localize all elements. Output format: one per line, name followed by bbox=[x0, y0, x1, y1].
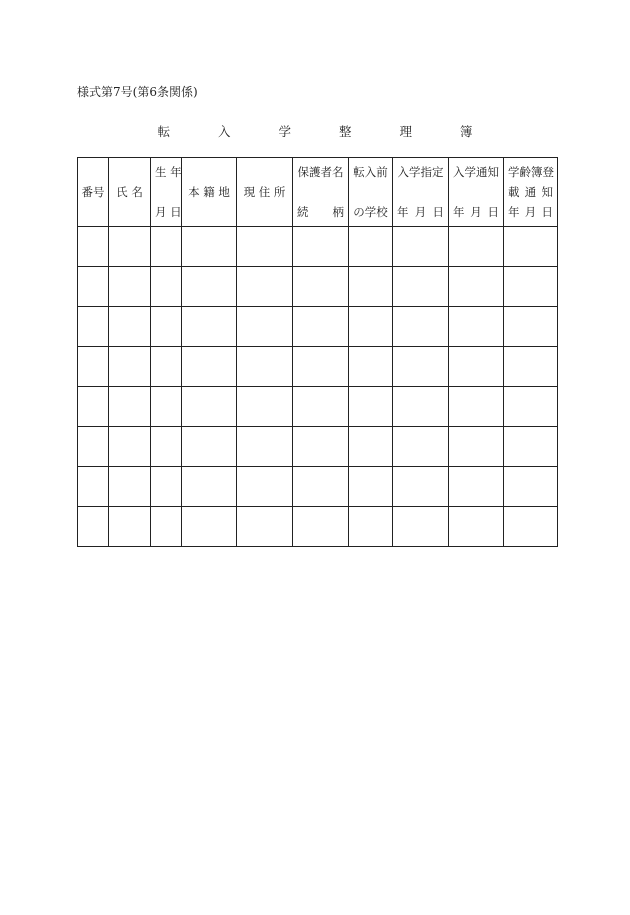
table-cell[interactable] bbox=[237, 387, 293, 427]
table-cell[interactable] bbox=[78, 507, 109, 547]
table-cell[interactable] bbox=[293, 427, 349, 467]
table-cell[interactable] bbox=[151, 307, 182, 347]
table-cell[interactable] bbox=[78, 347, 109, 387]
table-cell[interactable] bbox=[449, 427, 504, 467]
table-cell[interactable] bbox=[151, 427, 182, 467]
header-previous-school: 転入前 の学校 bbox=[349, 158, 393, 227]
table-row bbox=[78, 347, 558, 387]
table-cell[interactable] bbox=[78, 387, 109, 427]
table-row bbox=[78, 227, 558, 267]
table-cell[interactable] bbox=[393, 227, 449, 267]
table-cell[interactable] bbox=[237, 467, 293, 507]
table-cell[interactable] bbox=[349, 507, 393, 547]
transfer-register-table bbox=[77, 157, 558, 547]
table-cell[interactable] bbox=[78, 227, 109, 267]
table-cell[interactable] bbox=[293, 467, 349, 507]
table-cell[interactable] bbox=[393, 427, 449, 467]
table-cell[interactable] bbox=[449, 347, 504, 387]
table-cell[interactable] bbox=[182, 307, 237, 347]
table-cell[interactable] bbox=[349, 467, 393, 507]
table-cell[interactable] bbox=[449, 387, 504, 427]
table-cell[interactable] bbox=[151, 347, 182, 387]
table-cell[interactable] bbox=[393, 347, 449, 387]
header-school-age-register: 学齢簿登 載 通 知 年 月 日 bbox=[504, 158, 558, 227]
table-cell[interactable] bbox=[449, 267, 504, 307]
table-row bbox=[78, 427, 558, 467]
table-row bbox=[78, 387, 558, 427]
table-cell[interactable] bbox=[393, 387, 449, 427]
table-cell[interactable] bbox=[109, 267, 151, 307]
table-cell[interactable] bbox=[151, 387, 182, 427]
table-cell[interactable] bbox=[151, 227, 182, 267]
header-current-address: 現 住 所 bbox=[237, 158, 293, 227]
table-cell[interactable] bbox=[349, 387, 393, 427]
header-admission-designation: 入学指定 年 月 日 bbox=[393, 158, 449, 227]
table-cell[interactable] bbox=[237, 267, 293, 307]
table-cell[interactable] bbox=[109, 347, 151, 387]
table-cell[interactable] bbox=[504, 427, 558, 467]
table-cell[interactable] bbox=[349, 427, 393, 467]
table-cell[interactable] bbox=[109, 427, 151, 467]
table-cell[interactable] bbox=[293, 347, 349, 387]
document-title: 転 入 学 整 理 簿 bbox=[157, 124, 495, 139]
table-cell[interactable] bbox=[293, 387, 349, 427]
table-cell[interactable] bbox=[449, 467, 504, 507]
table-cell[interactable] bbox=[237, 227, 293, 267]
table-cell[interactable] bbox=[504, 347, 558, 387]
table-cell[interactable] bbox=[109, 467, 151, 507]
table-row bbox=[78, 267, 558, 307]
header-admission-notice: 入学通知 年 月 日 bbox=[449, 158, 504, 227]
table-cell[interactable] bbox=[393, 307, 449, 347]
table-cell[interactable] bbox=[237, 307, 293, 347]
header-name: 氏 名 bbox=[109, 158, 151, 227]
table-cell[interactable] bbox=[504, 467, 558, 507]
table-cell[interactable] bbox=[393, 467, 449, 507]
table-cell[interactable] bbox=[293, 267, 349, 307]
header-row bbox=[78, 158, 558, 227]
table-cell[interactable] bbox=[182, 227, 237, 267]
table-cell[interactable] bbox=[109, 387, 151, 427]
table-cell[interactable] bbox=[109, 227, 151, 267]
table-cell[interactable] bbox=[449, 307, 504, 347]
table-cell[interactable] bbox=[293, 307, 349, 347]
table-cell[interactable] bbox=[151, 467, 182, 507]
table-row bbox=[78, 467, 558, 507]
table-cell[interactable] bbox=[504, 507, 558, 547]
register-body bbox=[78, 227, 558, 547]
table-cell[interactable] bbox=[504, 227, 558, 267]
header-guardian: 保護者名 続 柄 bbox=[293, 158, 349, 227]
table-cell[interactable] bbox=[504, 267, 558, 307]
table-cell[interactable] bbox=[349, 307, 393, 347]
table-cell[interactable] bbox=[182, 347, 237, 387]
table-row bbox=[78, 307, 558, 347]
table-cell[interactable] bbox=[449, 507, 504, 547]
header-birth-date: 生 年 月 日 bbox=[151, 158, 182, 227]
header-number: 番号 bbox=[78, 158, 109, 227]
table-cell[interactable] bbox=[449, 227, 504, 267]
table-cell[interactable] bbox=[78, 467, 109, 507]
table-cell[interactable] bbox=[293, 507, 349, 547]
table-cell[interactable] bbox=[151, 267, 182, 307]
table-cell[interactable] bbox=[504, 307, 558, 347]
table-cell[interactable] bbox=[151, 507, 182, 547]
form-label: 様式第7号(第6条関係) bbox=[77, 85, 198, 99]
table-cell[interactable] bbox=[393, 507, 449, 547]
table-cell[interactable] bbox=[393, 267, 449, 307]
table-cell[interactable] bbox=[349, 347, 393, 387]
table-cell[interactable] bbox=[237, 507, 293, 547]
table-cell[interactable] bbox=[109, 507, 151, 547]
table-cell[interactable] bbox=[504, 387, 558, 427]
table-cell[interactable] bbox=[182, 387, 237, 427]
table-cell[interactable] bbox=[78, 427, 109, 467]
table-cell[interactable] bbox=[182, 467, 237, 507]
table-cell[interactable] bbox=[237, 427, 293, 467]
table-cell[interactable] bbox=[182, 267, 237, 307]
table-cell[interactable] bbox=[109, 307, 151, 347]
table-cell[interactable] bbox=[349, 227, 393, 267]
table-cell[interactable] bbox=[182, 427, 237, 467]
table-cell[interactable] bbox=[182, 507, 237, 547]
header-domicile: 本 籍 地 bbox=[182, 158, 237, 227]
table-cell[interactable] bbox=[237, 347, 293, 387]
table-cell[interactable] bbox=[78, 267, 109, 307]
table-row bbox=[78, 507, 558, 547]
table-cell[interactable] bbox=[78, 307, 109, 347]
table-cell[interactable] bbox=[349, 267, 393, 307]
table-cell[interactable] bbox=[293, 227, 349, 267]
